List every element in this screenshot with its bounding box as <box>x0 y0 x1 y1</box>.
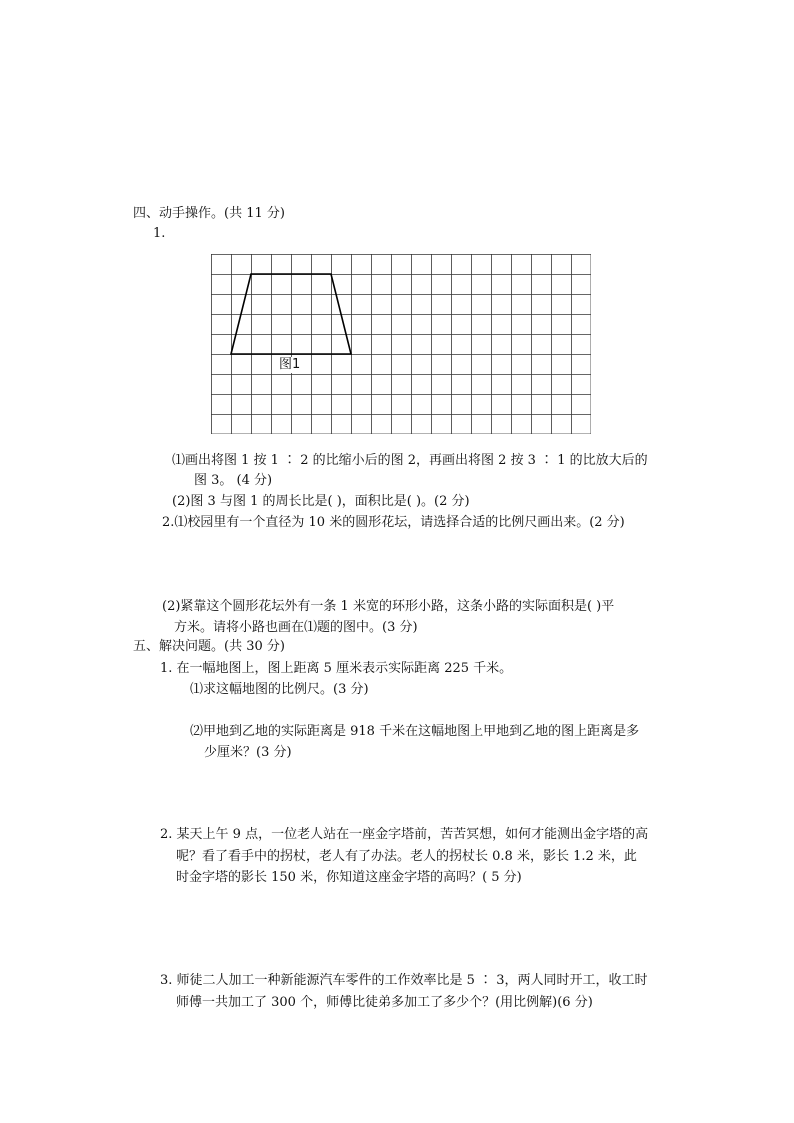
q2-part2-line1: (2)紧靠这个圆形花坛外有一条 1 米宽的环形小路，这条小路的实际面积是( )平 <box>162 599 615 614</box>
s5-q2-line3: 时金字塔的影长 150 米，你知道这座金字塔的高吗？( 5 分) <box>176 870 522 885</box>
s5-q3-line2: 师傅一共加工了 300 个，师傅比徒弟多加工了多少个？(用比例解)(6 分) <box>176 995 593 1010</box>
q1-part1-line1: ⑴画出将图 1 按 1 ∶ 2 的比缩小后的图 2，再画出将图 2 按 3 ∶ 1 的比放大后的 <box>172 453 648 468</box>
q2-part1: 2.⑴校园里有一个直径为 10 米的圆形花坛，请选择合适的比例尺画出来。(2 分) <box>162 515 625 530</box>
q2-part2-line2: 方米。请将小路也画在⑴题的图中。(3 分) <box>174 620 418 635</box>
grid-svg <box>211 254 591 434</box>
section-4-heading: 四、动手操作。(共 11 分) <box>133 206 285 221</box>
s5-q1-part2-line2: 少厘米？(3 分) <box>204 745 292 760</box>
s5-q2-line2: 呢？看了看手中的拐杖，老人有了办法。老人的拐杖长 0.8 米，影长 1.2 米，此 <box>176 849 637 864</box>
question-1-number: 1. <box>153 226 166 241</box>
q1-part1-line2: 图 3。 (4 分) <box>194 473 273 488</box>
s5-q1-part1: ⑴求这幅地图的比例尺。(3 分) <box>190 682 369 697</box>
s5-q2-line1: 2. 某天上午 9 点，一位老人站在一座金字塔前，苦苦冥想，如何才能测出金字塔的高 <box>160 827 649 842</box>
section-5-heading: 五、解决问题。(共 30 分) <box>133 639 285 654</box>
q1-part2: (2)图 3 与图 1 的周长比是( )，面积比是( )。(2 分) <box>172 494 470 509</box>
grid-figure <box>211 254 591 434</box>
s5-q1-part2-line1: ⑵甲地到乙地的实际距离是 918 千米在这幅地图上甲地到乙地的图上距离是多 <box>190 724 640 739</box>
s5-q1-stem: 1. 在一幅地图上，图上距离 5 厘米表示实际距离 225 千米。 <box>160 661 513 676</box>
figure-1-label: 图1 <box>279 357 301 372</box>
s5-q3-line1: 3. 师徒二人加工一种新能源汽车零件的工作效率比是 5 ∶ 3，两人同时开工，收工时 <box>160 973 648 988</box>
trapezoid-figure-1 <box>231 274 351 354</box>
